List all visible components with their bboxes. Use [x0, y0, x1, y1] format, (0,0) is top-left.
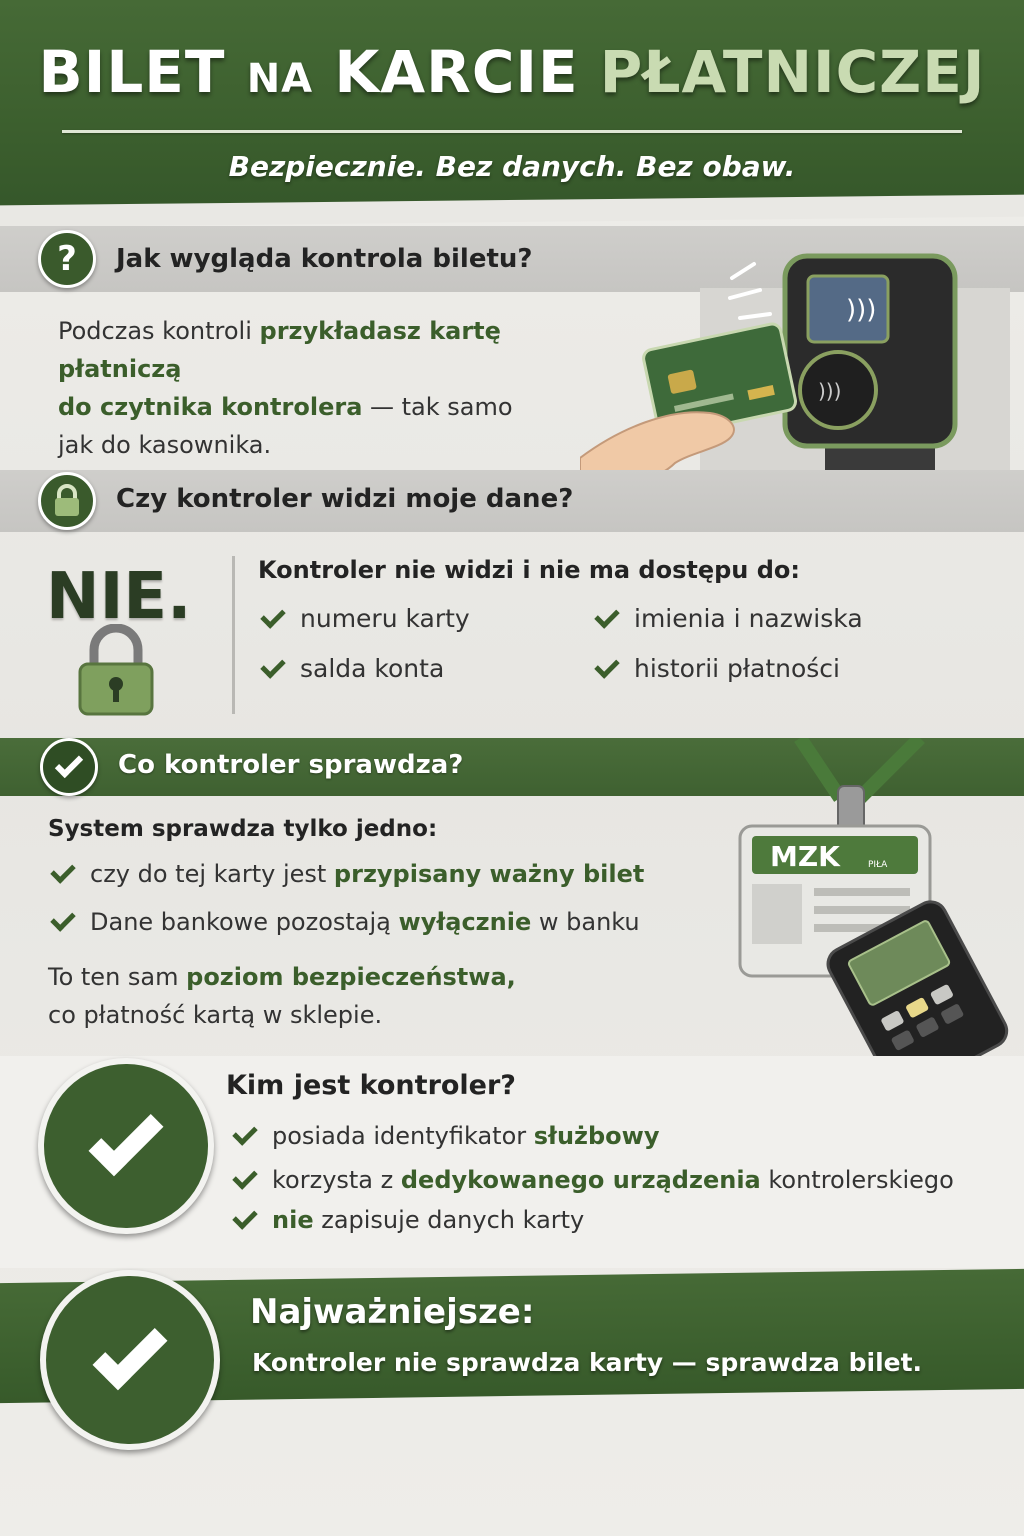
checkmark-glyph [55, 750, 83, 778]
list-item [234, 1166, 954, 1194]
section4-item2-c: kontrolerskiego [760, 1166, 954, 1194]
section3-item2-a: Dane bankowe pozostają [90, 908, 399, 936]
section3-item2-c: w banku [531, 908, 640, 936]
checkmark-icon [232, 1164, 257, 1189]
padlock-large-icon [76, 624, 156, 716]
checkmark-icon [232, 1120, 257, 1145]
section1-title: Jak wygląda kontrola biletu? [116, 244, 533, 274]
section4-item3-a: nie [272, 1206, 314, 1234]
section4-item2-b: dedykowanego urządzenia [400, 1166, 761, 1194]
section3-note-c: co płatność kartą w sklepie. [48, 1001, 383, 1029]
hidden-data-item: numeru karty [300, 604, 470, 633]
page-subtitle: Bezpiecznie. Bez danych. Bez obaw. [228, 150, 796, 183]
section4-item1-b: służbowy [533, 1122, 660, 1150]
badge-logo-sub: PIŁA [868, 860, 888, 870]
final-title: Najważniejsze: [250, 1292, 535, 1332]
section2-title: Czy kontroler widzi moje dane? [116, 484, 574, 514]
contactless-icon: ))) [846, 295, 877, 325]
section3-note [48, 958, 516, 1034]
section2-lead: Kontroler nie widzi i nie ma dostępu do: [258, 556, 800, 584]
title-word-platniczej: PŁATNICZEJ [599, 38, 986, 106]
section1-text-d: — tak samo [362, 393, 513, 421]
list-item [234, 1122, 659, 1150]
checkmark-icon [50, 858, 75, 883]
tap-symbol: ))) [818, 379, 842, 403]
hidden-data-item: historii płatności [634, 654, 840, 683]
checkmark-icon [260, 603, 285, 628]
final-checkmark-glyph [93, 1315, 168, 1390]
section3-title: Co kontroler sprawdza? [118, 750, 464, 780]
section4-title: Kim jest kontroler? [226, 1070, 516, 1101]
section3-item1-b: przypisany ważny bilet [333, 860, 645, 888]
checkmark-icon [50, 906, 75, 931]
hidden-data-item: salda konta [300, 654, 445, 683]
question-icon [38, 230, 96, 288]
section1-text-b: przykładasz kartę płatniczą [58, 317, 501, 383]
section3-lead: System sprawdza tylko jedno: [48, 816, 438, 842]
list-item [52, 860, 644, 888]
final-text: Kontroler nie sprawdza karty — sprawdza bilet. [252, 1348, 923, 1377]
section1-text-e: jak do kasownika. [58, 431, 272, 459]
large-checkmark-glyph [89, 1101, 164, 1176]
section1-text-a: Podczas kontroli [58, 317, 260, 345]
section4-item3-b: zapisuje danych karty [313, 1206, 585, 1234]
list-item [262, 604, 470, 633]
checkmark-icon [594, 653, 619, 678]
final-checkmark-icon [40, 1270, 220, 1450]
title-word-bilet: BILET [38, 38, 226, 106]
title-word-na: NA [246, 56, 314, 102]
section4-item2-a: korzysta z [272, 1166, 401, 1194]
section2-divider [232, 556, 235, 714]
question-glyph: ? [57, 239, 77, 279]
card-reader-illustration [580, 248, 1010, 498]
padlock-icon [38, 472, 96, 530]
section3-note-a: To ten sam [48, 963, 187, 991]
list-item [596, 604, 863, 633]
list-item [262, 654, 444, 683]
badge-logo-text: MZK [770, 840, 840, 873]
section4-item1-a: posiada identyfikator [272, 1122, 534, 1150]
section3-note-b: poziom bezpieczeństwa, [186, 963, 516, 991]
title-word-karcie: KARCIE [334, 38, 579, 106]
checkmark-icon [260, 653, 285, 678]
section3-item2-b: wyłącznie [398, 908, 532, 936]
page-title [0, 38, 1024, 106]
hidden-data-item: imienia i nazwiska [634, 604, 863, 633]
answer-no: NIE. [46, 560, 192, 634]
section1-text-c: do czytnika kontrolera [58, 393, 363, 421]
section1-text [58, 312, 618, 464]
title-divider [62, 130, 962, 133]
checkmark-icon [40, 738, 98, 796]
large-checkmark-icon [38, 1058, 214, 1234]
padlock-glyph [52, 484, 82, 518]
checkmark-icon [594, 603, 619, 628]
list-item [52, 908, 640, 936]
id-badge-illustration [730, 738, 1010, 1058]
checkmark-icon [232, 1204, 257, 1229]
section3-item1-a: czy do tej karty jest [90, 860, 334, 888]
list-item [234, 1206, 584, 1234]
list-item [596, 654, 840, 683]
